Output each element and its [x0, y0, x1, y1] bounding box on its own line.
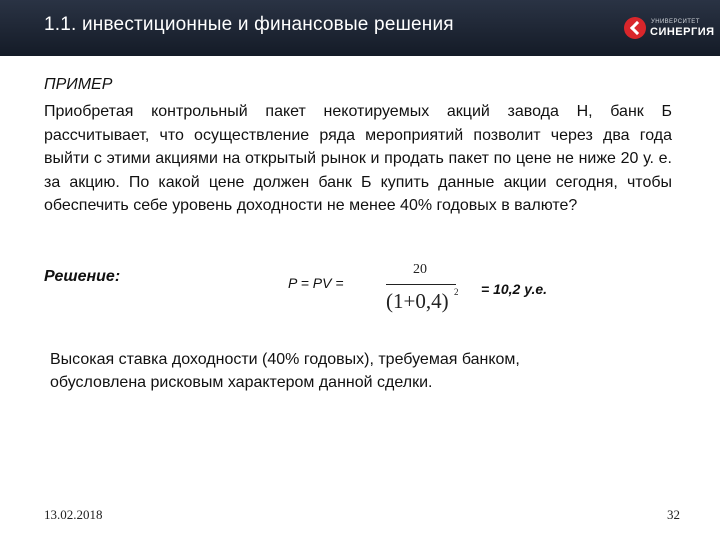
synergy-logo [624, 17, 715, 41]
formula-left: P = PV = [288, 275, 344, 291]
formula-numerator: 20 [413, 262, 427, 277]
logo-line2: СИНЕРГИЯ [650, 26, 715, 38]
page-number: 32 [667, 507, 680, 522]
formula-fraction [382, 262, 466, 320]
solution-label: Решение: [44, 268, 121, 285]
synergy-logo-icon [624, 17, 646, 39]
formula-denominator: (1+0,4) [386, 289, 449, 313]
slide-title: 1.1. инвестиционные и финансовые решения [44, 14, 454, 35]
formula-result: = 10,2 у.е. [481, 281, 548, 297]
conclusion-text: Высокая ставка доходности (40% годовых), требуемая банком, обусловлена рисковым характером данной сделки. [50, 351, 520, 391]
footer-date: 13.02.2018 [44, 507, 103, 522]
problem-text: Приобретая контрольный пакет некотируемых акций завода Н, банк Б рассчитывает, что осуществление ряда мероприятий позволит через два года выйти с этими акциями на открытый рынок и продать пакет по цене не ниже 20 у. е. за акцию. По какой цене должен банк Б купить данные акции сегодня, чтобы обеспечить себе уровень доходности не менее 40% годовых в валюте? [44, 103, 672, 215]
example-heading: ПРИМЕР [44, 76, 113, 93]
fraction-bar [386, 284, 456, 285]
formula-exponent: 2 [454, 287, 459, 297]
slide-header [0, 0, 720, 56]
logo-line1: УНИВЕРСИТЕТ [651, 19, 700, 25]
